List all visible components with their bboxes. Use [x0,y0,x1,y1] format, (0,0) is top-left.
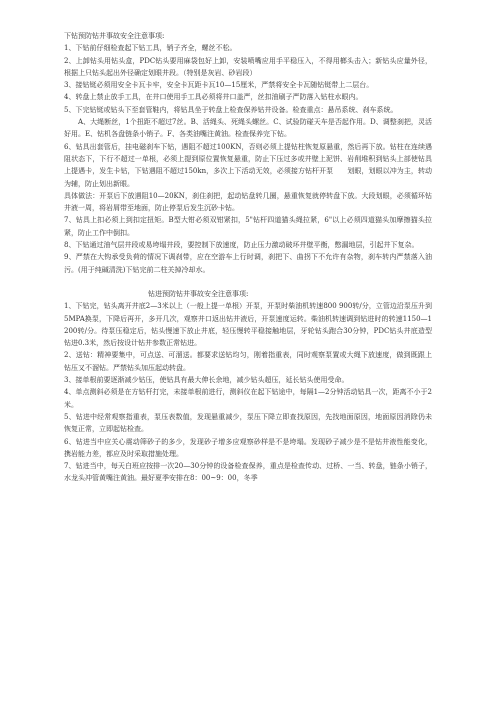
section1-item-5: 5、下完钻铤或钻头下至套管鞋内，将钻具坐于转盘上检查保养钻井设备。检查重点：悬吊系统、刹车系统。 [64,105,398,114]
section1-item-7: 7、钻具上扣必须上到扣定扭矩。B型大钳必须双钳紧扣，5"钻杆四道猫头绳拉紧，6"以上必须四道猫头加摩擦猫头拉紧，防止工作中倒扣。 [64,216,432,237]
section1-item-6-method: 具体做法：开泵后下放遇阻10—20KN，刹住刹把，起动钻盘转几圈，悬重恢复就停转盘下放。大段划眼，必须循环钻井液一周，将岩屑带至地面，防止停泵后发生沉砂卡钻。 [64,191,432,213]
document-page [64,30,432,485]
section1-item-8: 8、下钻通过油气层井段或易垮塌井段，要控制下放速度，防止压力激动破坏井壁平衡，憋漏地层，引起井下复杂。 [64,241,419,250]
section1-item-4: 4、转盘上禁止放手工具，在井口使用手工具必须将井口盖严，丝扣油刷子严防落入钻柱水眼内。 [64,93,363,102]
section1-item-3: 3、接钻铤必须用安全卡瓦卡牢，安全卡瓦距卡瓦10—15厘米，严禁将安全卡瓦随钻铤带上二层台。 [64,81,374,90]
section2-item-4: 4、单点测斜必须是在方钻杆打完，未接单根前进行，测斜仪在起下钻途中，每隔1—2分钟活动钻具一次，距离不小于2米。 [64,388,432,409]
section2-item-1: 1、下钻完，钻头离开井底2—3米以上（一般上提一单根）开泵，开泵时柴油机转速800 900转/分，立管边沿泵压升到5MPA换泵，下降后再开，多开几次，观察井口返出钻井液后，开泵速度运转。柴油机转速调到钻进时的转速1150—1200转/分。待泵压稳定后，钻头慢速下放止井底，轻压慢转平稳接触地层，牙轮钻头跑合30分钟，PDC钻头井底造型钻进0.3米，然后按设计钻井参数正常钻进。 [64,302,432,348]
section2-item-6: 6、钻进当中应关心震动筛砂子的多少，发现砂子增多应观察砂样是不是垮塌。发现砂子减少是不是钻井液性能变化，携岩能力差，都应及时采取措施处理。 [64,437,432,458]
section1-item-9: 9、严禁在大钩承受负荷的情况下调刹带，应在空游车上行时调，刹把下、曲拐下不允许有杂物，刹车转内严禁落入油污。(用于纯碱清洗)下钻完前二柱关掉冷却水。 [64,253,432,274]
section1-item-6: 6、钻具出套管后，挂电磁刹车下钻，遇阻不超过100KN，否则必须上提钻柱恢复原悬重，然后再下放。钻柱在连续遇阻状态下，下行不超过一单根，必须上提到原位置恢复悬重，防止下压过多或井壁上泥饼、岩削堆积到钻头上部使钻具上提遇卡，发生卡钻，下钻遇阻不超过150kn，多次上下活动无效，必须接方钻杆开泵 划眼，划眼以冲为主，转动为辅，防止划出新眼。 [64,142,432,188]
section2-item-7: 7、钻进当中，每天白班应按排一次20—30分钟的设备检查保养，重点是检查传动、过桥、一当、转盘，链条小销子，水龙头冲管黄嘴注黄油。最好夏季安排在8：00~9：00，冬季 [64,462,432,483]
section2-item-5: 5、钻进中经常观察指重表，泵压表数值，发现悬重减少，泵压下降立即查找原因，先找地面原因，地面原因消除仍未恢复正常，立即起钻检查。 [64,412,432,434]
section2-title: 钻进预防钻井事故安全注意事项: [148,289,249,298]
section1-item-5-checklist: A、大绳断丝，1个扭距不超过7丝。B、活绳头、死绳头螺丝。C、试验防碰天车是否起作用。D、调整刹把，灵活好用。E、钻机各盘链条小销子。F、各类油嘴注黄油。检查保养完下钻。 [64,118,432,139]
section2-item-3: 3、接单根前要逐渐减少钻压，使钻具有最大伸长余地，减少钻头超压，延长钻头使用受命。 [64,376,349,385]
section1-title: 下钻预防钻井事故安全注意事项: [64,32,165,40]
section2-item-2: 2、送钻：精神要集中，可点送、可溜送。都要求送钻均匀，刚着指重表，同时观察泵置或大绳下放速度，做到既跟上钻压又不溜钻。严禁钻头加压起动转盘。 [64,351,432,372]
section1-item-1: 1、下钻前仔细检查起下钻工具，销子齐全，螺丝不松。 [64,44,237,53]
section1-item-2: 2、上卸钻头用钻头盒，PDC钻头要用麻袋包好上卸，安装喷嘴应用手平稳压入，不得用榔头击入；新钻头应量外径，根据上只钻头起出外径确定划眼井段。（特别是灰岩、砂岩段） [64,56,432,77]
